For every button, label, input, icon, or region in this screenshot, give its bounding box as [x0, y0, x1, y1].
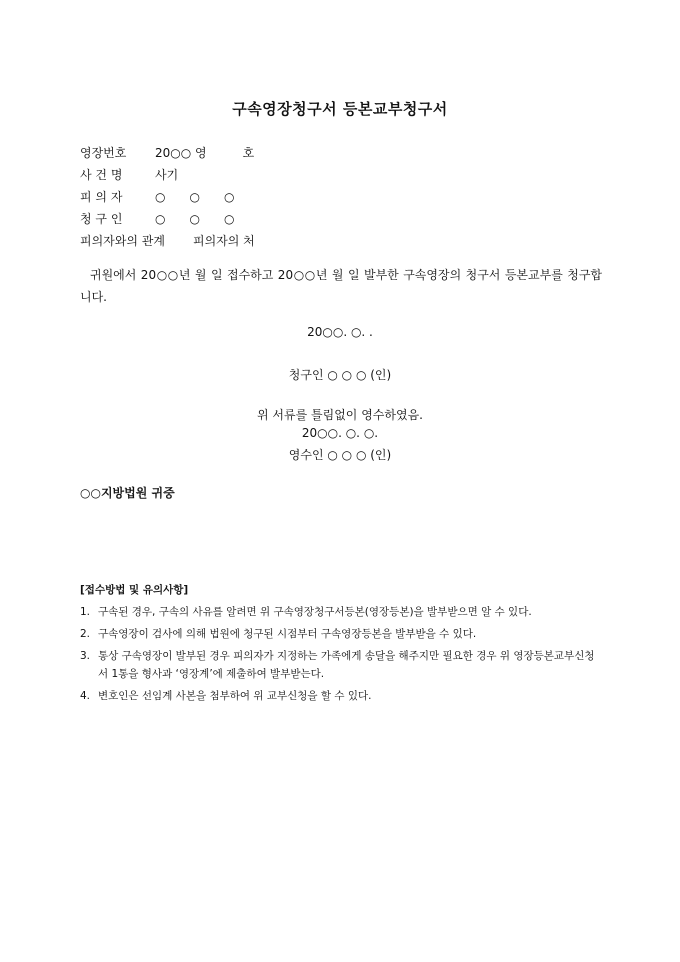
applicant-signature: 청구인 ○ ○ ○ (인) [288, 368, 392, 382]
document-title: 구속영장청구서 등본교부청구서 [232, 100, 448, 118]
court-addressee: ○○지방법원 귀중 [80, 486, 175, 500]
field-label: 영장번호 [80, 146, 127, 160]
field-relation [80, 230, 255, 252]
note-text: 통상 구속영장이 발부된 경우 피의자가 지정하는 가족에게 송달을 해주지만 필요한 경우 위 영장등본교부신청서 1통을 형사과 ‘영장계’에 제출하여 발부받는다. [98, 650, 595, 680]
note-number: 3. [80, 650, 91, 662]
note-item [80, 687, 604, 705]
note-item [80, 647, 604, 683]
note-number: 1. [80, 606, 91, 618]
note-number: 4. [80, 690, 91, 702]
field-value: ○ ○ ○ [155, 212, 235, 226]
receipt-date: 20○○. ○. ○. [301, 426, 379, 440]
note-item [80, 625, 604, 643]
note-text: 구속영장이 검사에 의해 법원에 청구된 시점부터 구속영장등본을 발부받을 수 있다. [98, 628, 477, 640]
field-value: ○ ○ ○ [155, 190, 235, 204]
receiver-signature: 영수인 ○ ○ ○ (인) [288, 448, 392, 462]
field-label: 청 구 인 [80, 212, 123, 226]
notes-heading: [접수방법 및 유의사항] [80, 584, 189, 596]
request-paragraph: 귀원에서 20○○년 월 일 접수하고 20○○년 월 일 발부한 구속영장의 청구서 등본교부를 청구합니다. [80, 268, 602, 304]
field-suspect [80, 186, 235, 208]
note-text: 구속된 경우, 구속의 사유를 알려면 위 구속영장청구서등본(영장등본)을 발부받으면 알 수 있다. [98, 606, 532, 618]
field-value: 피의자의 처 [193, 234, 255, 248]
note-number: 2. [80, 628, 91, 640]
note-item [80, 603, 604, 621]
field-warrant-no [80, 142, 255, 164]
request-date: 20○○. ○. . [307, 325, 373, 339]
receipt-statement: 위 서류를 틀림없이 영수하였음. [257, 408, 423, 422]
field-case-name [80, 164, 179, 186]
header-fields [80, 142, 255, 252]
field-value: 사기 [155, 168, 179, 182]
field-label: 피 의 자 [80, 190, 123, 204]
field-label: 사 건 명 [80, 168, 123, 182]
notes-section [80, 582, 604, 709]
field-label: 피의자와의 관계 [80, 234, 165, 248]
field-applicant [80, 208, 235, 230]
field-value: 20○○ 영 호 [155, 146, 255, 160]
note-text: 변호인은 선임계 사본을 첨부하여 위 교부신청을 할 수 있다. [98, 690, 372, 702]
